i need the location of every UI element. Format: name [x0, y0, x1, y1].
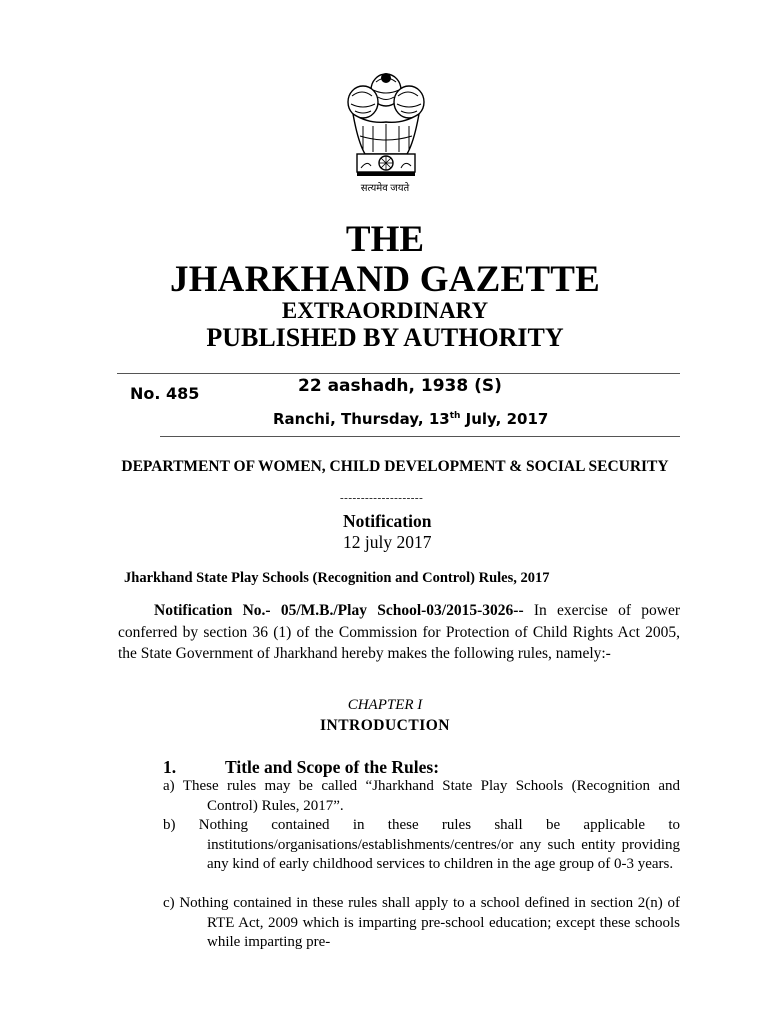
top-divider: [117, 373, 680, 374]
notification-number: Notification No.- 05/M.B./Play School-03/2015-3026--: [154, 602, 524, 619]
preamble-text: In exercise of power conferred by section 36 (1) of the Commission for Protection of Child Rights Act 2005, the State Government of Jharkhand hereby makes the following rules, namely:-: [118, 602, 680, 662]
preamble-paragraph: [118, 600, 680, 665]
chapter-title: INTRODUCTION: [319, 717, 450, 734]
list-item-text: a) These rules may be called “Jharkhand State Play Schools (Recognition and Control) Rules, 2017”.: [163, 778, 680, 814]
place-date: [273, 410, 548, 428]
section-number: 1.: [163, 757, 177, 777]
section-title: Title and Scope of the Rules:: [225, 757, 440, 777]
section-heading: [163, 757, 439, 778]
national-emblem-icon: [333, 64, 439, 194]
place-date-sup: th: [449, 411, 461, 421]
masthead-authority: PUBLISHED BY AUTHORITY: [206, 323, 564, 352]
place-date-post: July, 2017: [460, 410, 549, 428]
list-item-text: b) Nothing contained in these rules shall be applicable to institutions/organisations/establishments/centres/or any such entity providing any kind of early childhood services to children in the age group of 0-3 years.: [163, 817, 680, 873]
list-item: [163, 816, 680, 875]
masthead-title: JHARKHAND GAZETTE: [170, 259, 600, 300]
rules-title: Jharkhand State Play Schools (Recognition and Control) Rules, 2017: [124, 570, 550, 586]
emblem-motto: सत्यमेव जयते: [360, 183, 410, 194]
notification-date: 12 july 2017: [343, 532, 432, 552]
chapter-label: CHAPTER I: [347, 697, 423, 713]
gazette-number: No. 485: [130, 384, 200, 403]
separator-line: --------------------: [340, 492, 424, 504]
bottom-divider: [160, 436, 680, 437]
list-item: [163, 894, 680, 953]
list-item: [163, 777, 680, 816]
notification-heading: Notification: [343, 511, 432, 531]
list-item-text: c) Nothing contained in these rules shall apply to a school defined in section 2(n) of RTE Act, 2009 which is imparting pre-school education; except these schools while imparting pre-: [163, 895, 680, 951]
place-date-pre: Ranchi, Thursday, 13: [273, 410, 450, 428]
masthead-the: THE: [345, 219, 425, 260]
department-name: DEPARTMENT OF WOMEN, CHILD DEVELOPMENT & SOCIAL SECURITY: [121, 458, 669, 475]
saka-date: 22 aashadh, 1938 (S): [298, 376, 502, 396]
masthead-extraordinary: EXTRAORDINARY: [281, 298, 489, 323]
